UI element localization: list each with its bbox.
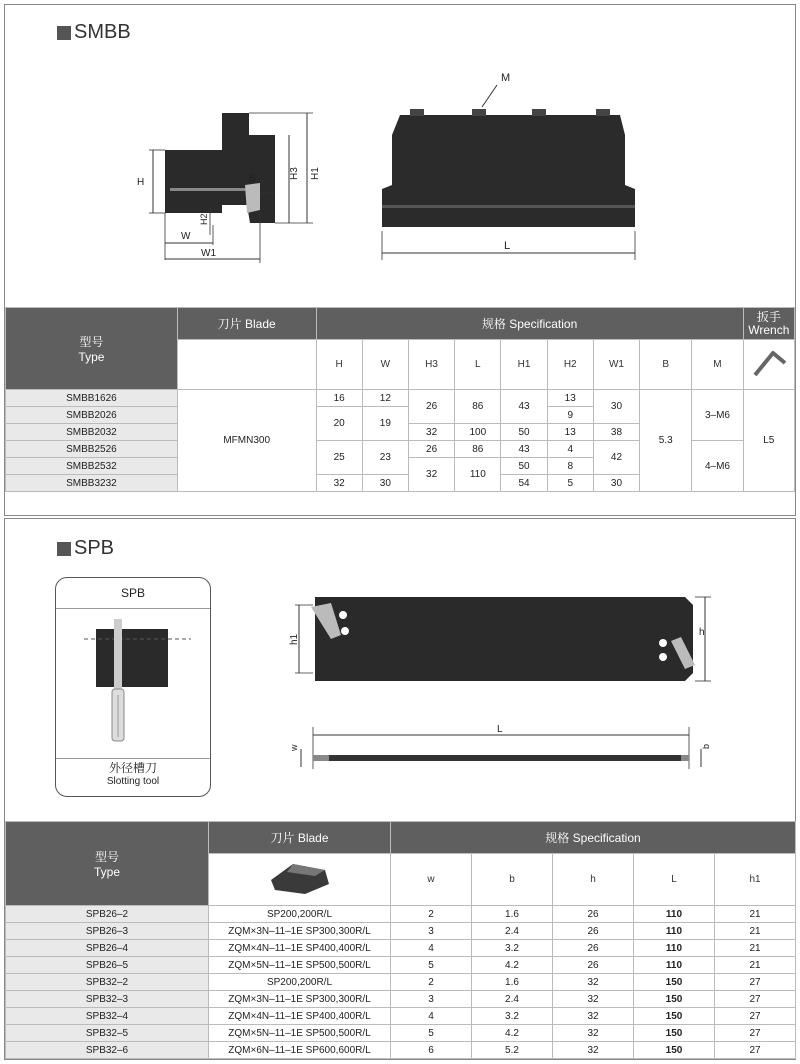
col-H2: H2 xyxy=(547,340,593,390)
spb-caption-cn: 外径槽刀 xyxy=(108,761,157,775)
h1-value: 50 xyxy=(501,458,547,475)
spb-title-text: SPB xyxy=(74,537,115,559)
b-cell: 1.6 xyxy=(472,974,553,991)
b-cell: 3.2 xyxy=(472,940,553,957)
h2-value: 5 xyxy=(547,475,593,492)
blade-cell: ZQM×5N–11–1E SP500,500R/L xyxy=(209,1025,391,1042)
smbb-label-H1: H1 xyxy=(310,167,321,180)
blade-header xyxy=(209,822,391,854)
spb-table-body xyxy=(6,906,796,1059)
spb-blade-top-diagram xyxy=(285,719,715,781)
smbb-table xyxy=(5,307,795,492)
smbb-label-H2: H2 xyxy=(199,213,209,225)
table-row xyxy=(6,1008,796,1025)
h-value: 25 xyxy=(316,441,362,475)
spb-table xyxy=(5,821,796,1059)
smbb-label-W: W xyxy=(181,231,191,242)
h1-value: 50 xyxy=(501,424,547,441)
l-cell: 110 xyxy=(634,957,715,974)
l-cell: 110 xyxy=(634,940,715,957)
type-header-cn: 型号 xyxy=(94,850,119,864)
blade-cell: ZQM×3N–11–1E SP300,300R/L xyxy=(209,991,391,1008)
w-cell: 4 xyxy=(391,940,472,957)
spb-label-h1: h1 xyxy=(289,633,300,645)
h-cell: 26 xyxy=(553,957,634,974)
smbb-title-text: SMBB xyxy=(74,21,131,43)
b-cell: 1.6 xyxy=(472,906,553,923)
wrench-header-cn: 扳手 xyxy=(756,309,781,324)
b-value: 5.3 xyxy=(640,390,692,492)
spb-slotting-tool-box xyxy=(55,577,211,797)
w1-value: 38 xyxy=(593,424,639,441)
h1-cell: 27 xyxy=(715,1008,796,1025)
type-cell: SPB32–3 xyxy=(6,991,209,1008)
smbb-label-B: B xyxy=(249,173,256,184)
type-cell: SPB26–2 xyxy=(6,906,209,923)
type-header xyxy=(6,308,178,390)
spec-header xyxy=(316,308,743,340)
col-b: b xyxy=(472,854,553,906)
h-value: 16 xyxy=(316,390,362,407)
type-header-en: Type xyxy=(78,350,105,364)
l-value: 110 xyxy=(455,458,501,492)
blade-cell: ZQM×5N–11–1E SP500,500R/L xyxy=(209,957,391,974)
l-value: 100 xyxy=(455,424,501,441)
blade-cell: ZQM×4N–11–1E SP400,400R/L xyxy=(209,940,391,957)
smbb-label-M: M xyxy=(501,72,511,84)
table-row-type: SMBB3232 xyxy=(6,475,178,492)
smbb-label-W1: W1 xyxy=(201,248,216,259)
col-H3: H3 xyxy=(408,340,454,390)
w-value: 23 xyxy=(362,441,408,475)
blade-header xyxy=(177,308,316,340)
h-cell: 32 xyxy=(553,1008,634,1025)
title-square-icon xyxy=(57,542,71,556)
table-row-type: SMBB1626 xyxy=(6,390,178,407)
col-H1: H1 xyxy=(501,340,547,390)
table-row xyxy=(6,991,796,1008)
h2-value: 13 xyxy=(547,390,593,407)
w-cell: 6 xyxy=(391,1042,472,1059)
spb-blade-top-body xyxy=(313,755,689,761)
w-cell: 3 xyxy=(391,923,472,940)
spb-box-caption xyxy=(56,758,210,796)
wrench-value: L5 xyxy=(743,390,794,492)
h3-value: 26 xyxy=(408,390,454,424)
type-header-cn: 型号 xyxy=(79,335,104,349)
table-row xyxy=(6,906,796,923)
blade-header-en: Blade xyxy=(297,831,329,845)
h2-value: 8 xyxy=(547,458,593,475)
smbb-screw-1 xyxy=(410,109,424,116)
wrench-header xyxy=(743,308,794,340)
smbb-label-L: L xyxy=(504,240,511,252)
type-cell: SPB26–3 xyxy=(6,923,209,940)
blade-cell: ZQM×6N–11–1E SP600,600R/L xyxy=(209,1042,391,1059)
h1-value: 54 xyxy=(501,475,547,492)
table-row xyxy=(6,957,796,974)
blade-value: MFMN300 xyxy=(177,390,316,492)
b-cell: 2.4 xyxy=(472,923,553,940)
h1-cell: 21 xyxy=(715,923,796,940)
w-cell: 3 xyxy=(391,991,472,1008)
l-cell: 150 xyxy=(634,1042,715,1059)
smbb-side-slot xyxy=(170,188,250,191)
wrench-header-en: Wrench xyxy=(748,322,790,337)
blade-header-cn: 刀片 xyxy=(217,317,242,331)
h-cell: 26 xyxy=(553,923,634,940)
table-row xyxy=(6,1042,796,1059)
h-cell: 32 xyxy=(553,974,634,991)
table-row xyxy=(6,940,796,957)
blade-insert-icon xyxy=(265,858,335,898)
w-cell: 2 xyxy=(391,906,472,923)
m-value: 3–M6 xyxy=(692,390,743,441)
b-cell: 4.2 xyxy=(472,1025,553,1042)
w-cell: 5 xyxy=(391,1025,472,1042)
blade-cell: SP200,200R/L xyxy=(209,974,391,991)
col-h: h xyxy=(553,854,634,906)
b-cell: 4.2 xyxy=(472,957,553,974)
h1-cell: 21 xyxy=(715,906,796,923)
type-cell: SPB26–4 xyxy=(6,940,209,957)
h2-value: 9 xyxy=(547,407,593,424)
h2-value: 13 xyxy=(547,424,593,441)
l-cell: 150 xyxy=(634,1025,715,1042)
col-H: H xyxy=(316,340,362,390)
type-cell: SPB32–4 xyxy=(6,1008,209,1025)
b-cell: 2.4 xyxy=(472,991,553,1008)
spb-label-h: h xyxy=(699,627,705,638)
h-cell: 26 xyxy=(553,906,634,923)
w1-value: 42 xyxy=(593,441,639,475)
type-header xyxy=(6,822,209,906)
smbb-front-body xyxy=(382,115,635,227)
w-value: 12 xyxy=(362,390,408,407)
spb-label-L: L xyxy=(497,724,503,735)
b-cell: 5.2 xyxy=(472,1042,553,1059)
smbb-label-H3: H3 xyxy=(289,167,300,180)
smbb-front-base-line xyxy=(382,205,635,208)
h1-cell: 27 xyxy=(715,974,796,991)
title-square-icon xyxy=(57,26,71,40)
smbb-section xyxy=(4,4,796,516)
h-cell: 32 xyxy=(553,1025,634,1042)
smbb-screw-4 xyxy=(596,109,610,116)
w-cell: 5 xyxy=(391,957,472,974)
col-M: M xyxy=(692,340,743,390)
spb-label-w: w xyxy=(289,744,299,751)
smbb-front-view-diagram xyxy=(370,65,650,265)
col-B: B xyxy=(640,340,692,390)
col-h1: h1 xyxy=(715,854,796,906)
col-L: L xyxy=(634,854,715,906)
l-value: 86 xyxy=(455,390,501,424)
table-row xyxy=(6,923,796,940)
h3-value: 32 xyxy=(408,458,454,492)
blade-cell: SP200,200R/L xyxy=(209,906,391,923)
smbb-label-H: H xyxy=(137,177,145,188)
spb-tool-illustration xyxy=(56,609,210,749)
spec-header-cn: 规格 xyxy=(481,317,506,331)
h-value: 20 xyxy=(316,407,362,441)
col-W1: W1 xyxy=(593,340,639,390)
smbb-title xyxy=(57,21,131,44)
table-row-type: SMBB2526 xyxy=(6,441,178,458)
table-row-type: SMBB2532 xyxy=(6,458,178,475)
type-cell: SPB26–5 xyxy=(6,957,209,974)
w-cell: 2 xyxy=(391,974,472,991)
h1-cell: 27 xyxy=(715,1025,796,1042)
h1-cell: 27 xyxy=(715,1042,796,1059)
blade-image-cell xyxy=(177,340,316,390)
table-row-type: SMBB2032 xyxy=(6,424,178,441)
spec-header-en: Specification xyxy=(509,317,578,331)
spb-label-b: b xyxy=(701,743,711,749)
type-header-en: Type xyxy=(93,865,120,879)
w1-value: 30 xyxy=(593,475,639,492)
l-cell: 150 xyxy=(634,974,715,991)
h1-cell: 21 xyxy=(715,940,796,957)
blade-header-cn: 刀片 xyxy=(270,831,295,845)
type-cell: SPB32–2 xyxy=(6,974,209,991)
smbb-side-view-diagram xyxy=(125,105,335,270)
col-W: W xyxy=(362,340,408,390)
table-row-type: SMBB2026 xyxy=(6,407,178,424)
l-cell: 150 xyxy=(634,991,715,1008)
h1-value: 43 xyxy=(501,390,547,424)
l-cell: 110 xyxy=(634,923,715,940)
h3-value: 26 xyxy=(408,441,454,458)
h1-cell: 27 xyxy=(715,991,796,1008)
blade-header-en: Blade xyxy=(245,317,276,331)
h-cell: 32 xyxy=(553,991,634,1008)
spb-caption-en: Slotting tool xyxy=(106,776,160,787)
wrench-icon-cell xyxy=(743,340,794,390)
w1-value: 30 xyxy=(593,390,639,424)
h-cell: 26 xyxy=(553,940,634,957)
h2-value: 4 xyxy=(547,441,593,458)
spec-header xyxy=(391,822,796,854)
spb-blade-body xyxy=(315,597,693,681)
m-value: 4–M6 xyxy=(692,441,743,492)
smbb-side-blade xyxy=(245,183,260,213)
b-cell: 3.2 xyxy=(472,1008,553,1025)
col-w: w xyxy=(391,854,472,906)
spb-box-title: SPB xyxy=(56,586,210,609)
w-value: 19 xyxy=(362,407,408,441)
h1-value: 43 xyxy=(501,441,547,458)
h-value: 32 xyxy=(316,475,362,492)
l-value: 86 xyxy=(455,441,501,458)
spb-blade-side-diagram xyxy=(285,585,715,693)
spb-section xyxy=(4,518,796,1060)
table-row xyxy=(6,974,796,991)
blade-cell: ZQM×4N–11–1E SP400,400R/L xyxy=(209,1008,391,1025)
w-value: 30 xyxy=(362,475,408,492)
hex-wrench-icon xyxy=(749,345,789,381)
blade-image-cell xyxy=(209,854,391,906)
l-cell: 110 xyxy=(634,906,715,923)
spec-header-cn: 规格 xyxy=(545,831,570,845)
h1-cell: 21 xyxy=(715,957,796,974)
w-cell: 4 xyxy=(391,1008,472,1025)
col-L: L xyxy=(455,340,501,390)
type-cell: SPB32–6 xyxy=(6,1042,209,1059)
h3-value: 32 xyxy=(408,424,454,441)
type-cell: SPB32–5 xyxy=(6,1025,209,1042)
spec-header-en: Specification xyxy=(572,831,641,845)
table-row xyxy=(6,1025,796,1042)
smbb-screw-3 xyxy=(532,109,546,116)
h-cell: 32 xyxy=(553,1042,634,1059)
l-cell: 150 xyxy=(634,1008,715,1025)
smbb-screw-2 xyxy=(472,109,486,116)
blade-cell: ZQM×3N–11–1E SP300,300R/L xyxy=(209,923,391,940)
spb-title xyxy=(57,537,114,560)
